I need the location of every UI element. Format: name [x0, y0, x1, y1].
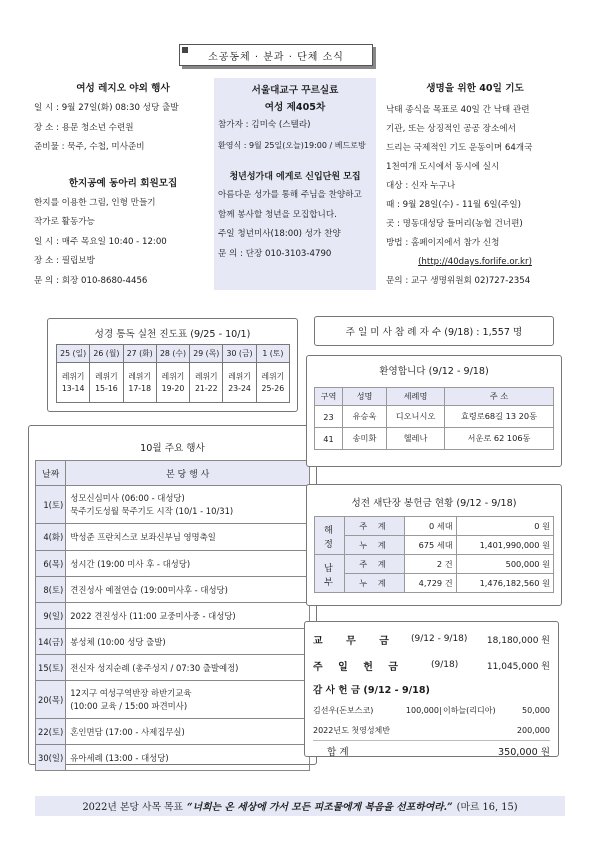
day-cell: 27 (화) [123, 345, 156, 363]
reading-cell: 레위기 17-18 [123, 363, 156, 403]
table-row [315, 574, 554, 593]
event-desc: 박성준 프란치스코 보좌신부님 영명축일 [66, 524, 310, 551]
section-header [179, 44, 373, 66]
footer-banner [35, 796, 565, 816]
hanji-line: 장 소 : 필립보방 [34, 256, 95, 266]
table-row [315, 536, 554, 555]
cell: 헬레나 [387, 428, 445, 450]
reading-cell: 레위기 23-24 [223, 363, 256, 403]
footer-prefix: 2022년 본당 사목 목표 [82, 802, 183, 813]
event-desc: 성모신심미사 (06:00 - 대성당) 묵주기도성월 묵주기도 시작 (10/1 - 10/31) [66, 486, 310, 524]
table-row [57, 345, 290, 363]
gyomu-label: 교 무 금 [313, 635, 399, 647]
cell: 송미화 [343, 428, 387, 450]
life40-title: 생명을 위한 40일 기도 [426, 83, 524, 94]
event-date: 20(목) [36, 681, 66, 719]
event-date: 4(화) [36, 524, 66, 551]
life40-line: 1천여개 도시에서 동시에 실시 [386, 162, 500, 172]
day-cell: 25 (일) [57, 345, 90, 363]
mass-attendance-label: 주 일 미 사 참 례 자 수 (9/18) : [345, 327, 480, 338]
event-desc: 2022 견진성사 (11:00 교중미사중 - 대성당) [66, 603, 310, 629]
kind-cell: 누 계 [345, 574, 405, 593]
bible-progress-title: 성경 통독 실천 진도표 (9/25 - 10/1) [94, 329, 251, 340]
footer-ref: (마르 16, 15) [456, 802, 518, 813]
event-desc: 봉성체 (10:00 성당 출발) [66, 629, 310, 655]
left-news-column [34, 80, 212, 291]
juil-amount: 11,045,000 원 [486, 661, 550, 672]
life40-line: 대상 : 신자 누구나 [386, 181, 456, 191]
count-cell: 0 세대 [405, 517, 457, 536]
life40-contact: 문의 : 교구 생명위원회 02)727-2354 [386, 276, 531, 286]
total-label: 합 계 [327, 746, 349, 758]
youth-choir-line: 주일 청년미사(18:00) 성가 찬양 [218, 229, 341, 239]
amount-cell: 500,000 원 [456, 555, 553, 574]
cell: 서운로 62 106동 [445, 428, 554, 450]
amount-cell: 0 원 [456, 517, 553, 536]
thanks-row: 2022년도 첫영성체반 200,000 [313, 725, 550, 735]
table-row [315, 555, 554, 574]
cell: 유승욱 [343, 406, 387, 428]
life40-url-link[interactable]: (http://40days.forlife.or.kr) [418, 257, 532, 267]
header-cell: 성명 [343, 388, 387, 406]
day-cell: 28 (수) [156, 345, 189, 363]
day-cell: 29 (목) [190, 345, 223, 363]
kind-cell: 주 계 [345, 555, 405, 574]
hanji-title: 한지공예 동아리 회원모집 [68, 177, 178, 189]
table-row [315, 428, 554, 450]
footer-quote: “너희는 온 세상에 가서 모든 피조물에게 복음을 선포하여라.” [186, 802, 453, 813]
day-cell: 1 (토) [256, 345, 289, 363]
total-row [313, 740, 550, 760]
amount-cell: 1,401,990,000 원 [456, 536, 553, 555]
kind-cell: 누 계 [345, 536, 405, 555]
building-fund-title: 성전 새단장 봉헌금 현황 (9/12 - 9/18) [351, 498, 517, 509]
reading-cell: 레위기 15-16 [90, 363, 123, 403]
welcome-table [314, 387, 554, 450]
event-date: 8(토) [36, 577, 66, 603]
event-header: 본 당 행 사 [66, 461, 310, 486]
event-desc: 혼인면담 (17:00 - 사제집무실) [66, 719, 310, 745]
table-row [36, 551, 310, 577]
life40-line: 기관, 또는 상징적인 공공 장소에서 [386, 124, 516, 134]
cell: 41 [315, 428, 343, 450]
youth-choir-title: 청년성가대 에게로 신입단원 모집 [229, 172, 361, 182]
hanji-line: 한지를 이용한 그림, 인형 만들기 [34, 197, 156, 208]
hanji-line: 작가로 활동가능 [34, 217, 95, 227]
juil-label: 주 일 헌 금 [313, 661, 405, 673]
count-cell: 675 세대 [405, 536, 457, 555]
table-row [36, 745, 310, 771]
kind-cell: 주 계 [345, 517, 405, 536]
event-date: 9(일) [36, 603, 66, 629]
juil-period: (9/18) [431, 660, 459, 670]
header-cell: 구역 [315, 388, 343, 406]
event-date: 15(토) [36, 655, 66, 681]
event-date: 14(금) [36, 629, 66, 655]
life40-line: 방법 : 홈페이지에서 참가 신청 [386, 238, 500, 248]
women-legio-title: 여성 레지오 야외 행사 [76, 83, 170, 94]
table-row [36, 629, 310, 655]
youth-choir-line: 함께 봉사할 청년을 모집합니다. [218, 209, 337, 220]
group-label: 납 부 [315, 555, 345, 593]
header-cell: 주 소 [445, 388, 554, 406]
event-desc: 견진성사 예절연습 (19:00미사후 - 대성당) [66, 577, 310, 603]
reading-cell: 레위기 25-26 [256, 363, 289, 403]
amount-cell: 1,476,182,560 원 [456, 574, 553, 593]
table-row [36, 486, 310, 524]
count-cell: 2 건 [405, 555, 457, 574]
table-row [57, 363, 290, 403]
event-date: 30(일) [36, 745, 66, 771]
day-cell: 30 (금) [223, 345, 256, 363]
right-news-column [386, 80, 564, 291]
gyomu-row [313, 626, 550, 652]
count-cell: 4,729 건 [405, 574, 457, 593]
table-row [36, 461, 310, 486]
cursillo-subtitle: 여성 제405차 [264, 102, 326, 113]
mass-attendance-value: 1,557 명 [482, 327, 523, 338]
gyomu-period: (9/12 - 9/18) [411, 634, 468, 644]
table-row [315, 388, 554, 406]
cell: 디오니시오 [387, 406, 445, 428]
bible-progress-table [56, 344, 290, 403]
building-fund-table [314, 516, 554, 593]
table-row [36, 655, 310, 681]
women-legio-line: 준비물 : 묵주, 수첩, 미사준비 [34, 142, 145, 152]
youth-choir-line: 아름다운 성가를 통해 주님을 찬양하고 [218, 190, 362, 200]
event-date: 6(목) [36, 551, 66, 577]
event-desc: 전신자 성지순례 (총주성지 / 07:30 출발예정) [66, 655, 310, 681]
table-row [36, 681, 310, 719]
middle-news-column [214, 78, 376, 290]
cell: 효령로68길 13 20동 [445, 406, 554, 428]
reading-cell: 레위기 19-20 [156, 363, 189, 403]
reading-cell: 레위기 13-14 [57, 363, 90, 403]
date-header: 날짜 [36, 461, 66, 486]
welcome-title: 환영합니다 (9/12 - 9/18) [379, 366, 489, 377]
reading-cell: 레위기 21-22 [190, 363, 223, 403]
women-legio-line: 장 소 : 용문 청소년 수련원 [34, 122, 134, 133]
group-label: 해 정 [315, 517, 345, 555]
thanks-row: 김선우(돈보스코) 100,000 | 이하늘(리디아) 50,000 [313, 705, 550, 715]
thanks-title: 감 사 헌 금 (9/12 - 9/18) [313, 685, 430, 696]
table-row [36, 603, 310, 629]
section-title: 소공동체 · 분과 · 단체 소식 [208, 51, 344, 63]
event-desc: 성시간 (19:00 미사 후 - 대성당) [66, 551, 310, 577]
day-cell: 26 (월) [90, 345, 123, 363]
october-events-table [35, 460, 310, 771]
table-row [315, 517, 554, 536]
table-row [315, 406, 554, 428]
life40-line: 곳 : 명동대성당 들머리(농협 건너편) [386, 219, 523, 229]
hanji-line: 문 의 : 회장 010-8680-4456 [34, 275, 148, 286]
event-date: 22(토) [36, 719, 66, 745]
cursillo-line: 참가자 : 김미숙 (스텔라) [218, 120, 311, 130]
event-desc: 12지구 여성구역반장 하반기교육 (10:00 교육 / 15:00 파견미사) [66, 681, 310, 719]
header-cell: 세례명 [387, 388, 445, 406]
life40-line: 때 : 9월 28일(수) - 11월 6일(주일) [386, 200, 522, 210]
table-row [36, 524, 310, 551]
table-row [36, 577, 310, 603]
gyomu-amount: 18,180,000 원 [486, 635, 550, 646]
life40-line: 낙태 종식을 목표로 40일 간 낙태 관련 [386, 105, 530, 115]
hanji-line: 일 시 : 매주 목요일 10:40 - 12:00 [34, 236, 167, 247]
table-row [36, 719, 310, 745]
header-square-icon [182, 47, 188, 53]
october-events-title: 10월 주요 행사 [140, 443, 205, 454]
event-desc: 유아세례 (13:00 - 대성당) [66, 745, 310, 771]
cursillo-title: 서울대교구 꾸르실료 [251, 85, 339, 96]
event-date: 1(토) [36, 486, 66, 524]
life40-line: 드리는 국제적인 기도 운동이며 64개국 [386, 143, 533, 153]
mass-attendance-box [314, 316, 554, 346]
finance-panel [304, 621, 559, 757]
women-legio-line: 일 시 : 9월 27일(화) 08:30 성당 출발 [34, 103, 179, 113]
total-amount: 350,000 원 [498, 746, 550, 758]
juil-row [313, 652, 550, 678]
cursillo-line: 환영식 : 9월 25일(오늘)19:00 / 베드로방 [218, 140, 366, 150]
youth-choir-line: 문 의 : 단장 010-3103-4790 [218, 248, 332, 259]
cell: 23 [315, 406, 343, 428]
